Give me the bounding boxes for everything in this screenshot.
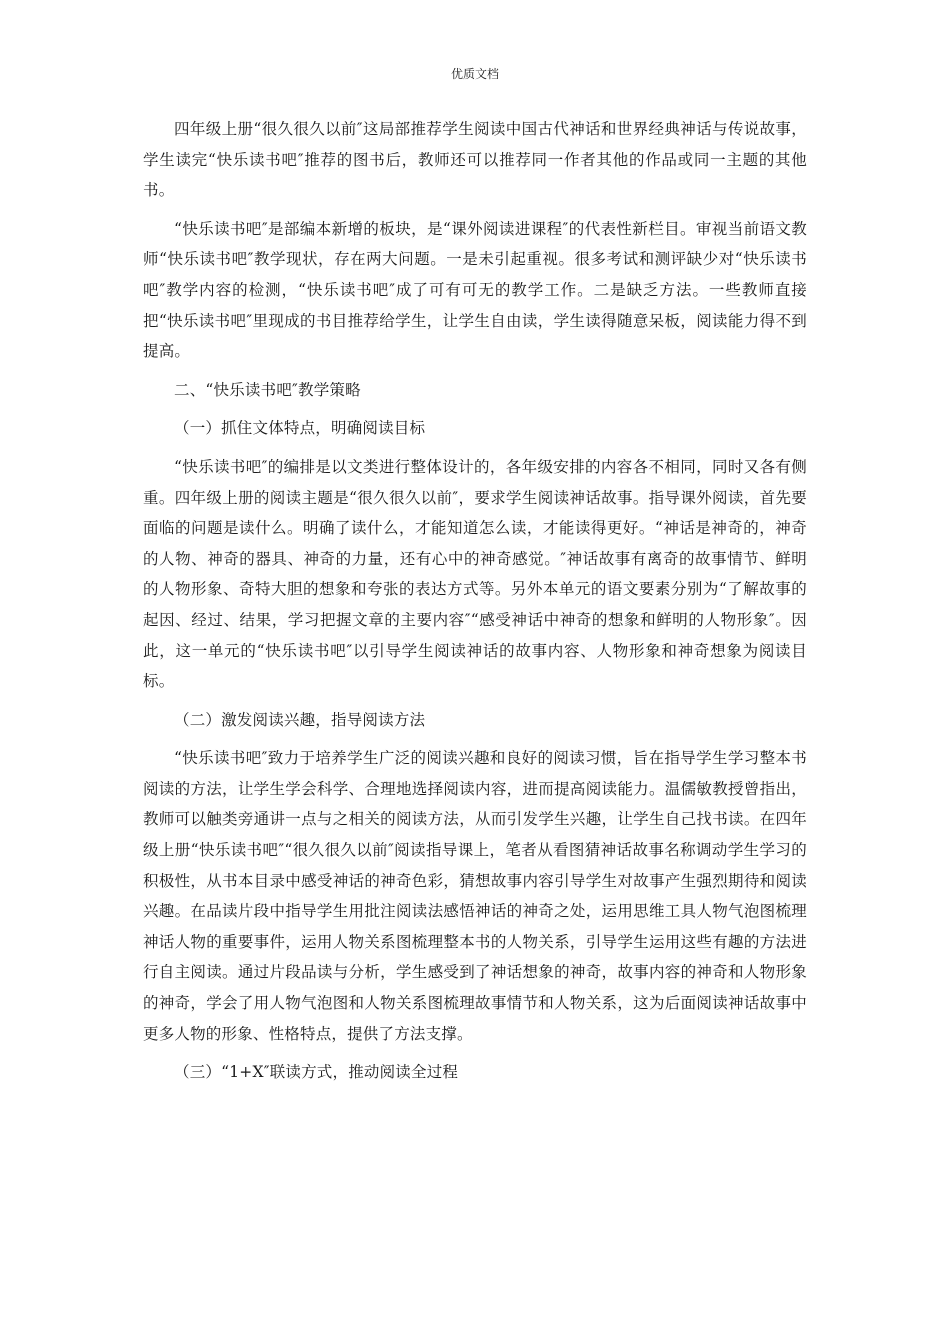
- subsection-heading-3: （三）“1+X″联读方式，推动阅读全过程: [174, 1063, 459, 1082]
- page-header: 优质文档: [450, 67, 499, 81]
- paragraph-1: 四年级上册“很久很久以前″这局部推荐学生阅读中国古代神话和世界经典神话与传说故事，学生读完“快乐读书吧″推荐的图书后，教师还可以推荐同一作者其他的作品或同一主题的其他书。: [143, 120, 807, 200]
- paragraph-4: “快乐读书吧″致力于培养学生广泛的阅读兴趣和良好的阅读习惯，旨在指导学生学习整本书阅读的方法，让学生学会科学、合理地选择阅读内容，进而提高阅读能力。温儒敏教授曾指出，教师可以触类旁通讲一点与之相关的阅读方法，从而引发学生兴趣，让学生自己找书读。在四年级上册“快乐读书吧″“很久很久以前″阅读指导课上，笔者从看图猜神话故事名称调动学生学习的积极性，从书本目录中感受神话的神奇色彩，猜想故事内容引导学生对故事产生强烈期待和阅读兴趣。在品读片段中指导学生用批注阅读法感悟神话的神奇之处，运用思维工具人物气泡图梳理神话人物的重要事件，运用人物关系图梳理整本书的人物关系，引导学生运用这些有趣的方法进行自主阅读。通过片段品读与分析，学生感受到了神话想象的神奇，故事内容的神奇和人物形象的神奇，学会了用人物气泡图和人物关系图梳理故事情节和人物关系，这为后面阅读神话故事中更多人物的形象、性格特点，提供了方法支撑。: [143, 749, 807, 1043]
- section-heading-2: 二、“快乐读书吧″教学策略: [174, 380, 361, 399]
- subsection-heading-1: （一）抓住文体特点，明确阅读目标: [174, 419, 426, 438]
- subsection-heading-2: （二）激发阅读兴趣，指导阅读方法: [174, 710, 426, 729]
- paragraph-2: “快乐读书吧″是部编本新增的板块，是“课外阅读进课程″的代表性新栏目。审视当前语文教师“快乐读书吧″教学现状，存在两大问题。一是未引起重视。很多考试和测评缺少对“快乐读书吧″教学内容的检测，“快乐读书吧″成了可有可无的教学工作。二是缺乏方法。一些教师直接把“快乐读书吧″里现成的书目推荐给学生，让学生自由读，学生读得随意呆板，阅读能力得不到提高。: [143, 219, 807, 361]
- paragraph-3: “快乐读书吧″的编排是以文类进行整体设计的，各年级安排的内容各不相同，同时又各有侧重。四年级上册的阅读主题是“很久很久以前″，要求学生阅读神话故事。指导课外阅读，首先要面临的问题是读什么。明确了读什么，才能知道怎么读，才能读得更好。“神话是神奇的，神奇的人物、神奇的器具、神奇的力量，还有心中的神奇感觉。″神话故事有离奇的故事情节、鲜明的人物形象、奇特大胆的想象和夸张的表达方式等。另外本单元的语文要素分别为“了解故事的起因、经过、结果，学习把握文章的主要内容″“感受神话中神奇的想象和鲜明的人物形象″。因此，这一单元的“快乐读书吧″以引导学生阅读神话的故事内容、人物形象和神奇想象为阅读目标。: [143, 457, 807, 691]
- document-body: [143, 114, 807, 1088]
